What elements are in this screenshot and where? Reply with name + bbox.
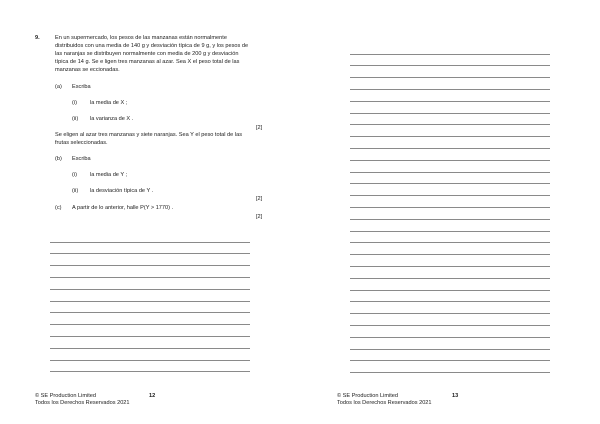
answer-line	[350, 325, 550, 326]
answer-line	[350, 254, 550, 255]
part-b-i-num: (i)	[72, 172, 77, 178]
answer-line	[50, 253, 250, 254]
mid-text-line-2: frutas seleccionadas.	[55, 140, 108, 146]
footer-rights: Todos los Derechos Reservados 2021	[337, 400, 432, 406]
part-a-i-text: la media de X ;	[90, 100, 128, 106]
answer-line	[350, 195, 550, 196]
answer-line	[50, 371, 250, 372]
intro-line-1: En un supermercado, los pesos de las manzanas están normalmente	[55, 35, 227, 41]
answer-line	[350, 160, 550, 161]
part-b-i-text: la media de Y ;	[90, 172, 128, 178]
mid-text-line-1: Se eligen al azar tres manzanas y siete naranjas. Sea Y el peso total de las	[55, 132, 242, 138]
answer-line	[350, 231, 550, 232]
answer-line	[350, 113, 550, 114]
answer-line	[50, 360, 250, 361]
part-c-label: (c)	[55, 205, 62, 211]
part-a-i-num: (i)	[72, 100, 77, 106]
answer-line	[50, 301, 250, 302]
answer-line	[350, 124, 550, 125]
part-a-ii-num: (ii)	[72, 116, 79, 122]
answer-line	[350, 148, 550, 149]
part-c-text: A partir de lo anterior, halle P(Y > 1770) .	[72, 205, 174, 211]
part-b-ii-num: (ii)	[72, 188, 79, 194]
part-b-label: (b)	[55, 156, 62, 162]
part-a-verb: Escriba	[72, 84, 91, 90]
answer-line	[50, 348, 250, 349]
answer-line	[350, 337, 550, 338]
answer-line	[350, 77, 550, 78]
answer-line	[350, 360, 550, 361]
part-b-marks: [2]	[256, 196, 263, 202]
answer-line	[50, 336, 250, 337]
answer-line	[50, 265, 250, 266]
part-b-verb: Escriba	[72, 156, 91, 162]
question-number: 9.	[35, 35, 40, 41]
intro-line-4: típica de 14 g. Se e ligen tres manzanas al azar. Sea X el peso total de las	[55, 59, 240, 65]
page-13	[300, 0, 600, 424]
page-number: 13	[452, 393, 459, 399]
answer-line	[350, 54, 550, 55]
answer-line	[350, 372, 550, 373]
answer-line	[350, 313, 550, 314]
intro-line-5: manzanas se eccionadas.	[55, 67, 120, 73]
part-c-marks: [2]	[256, 214, 263, 220]
answer-line	[350, 183, 550, 184]
intro-line-3: las naranjas se distribuyen normalmente con media de 200 g y desviación	[55, 51, 239, 57]
part-b-ii-text: la desviación típica de Y .	[90, 188, 154, 194]
answer-line	[50, 324, 250, 325]
answer-line	[50, 289, 250, 290]
intro-line-2: distribuidos con una media de 140 g y desviación típica de 9 g, y los pesos de	[55, 43, 249, 49]
answer-line	[350, 136, 550, 137]
footer-rights: Todos los Derechos Reservados 2021	[35, 400, 130, 406]
part-a-marks: [2]	[256, 125, 263, 131]
answer-line	[350, 278, 550, 279]
answer-line	[350, 172, 550, 173]
answer-line	[50, 312, 250, 313]
answer-line	[350, 290, 550, 291]
answer-line	[350, 207, 550, 208]
answer-line	[50, 242, 250, 243]
answer-line	[50, 277, 250, 278]
answer-line	[350, 89, 550, 90]
answer-line	[350, 266, 550, 267]
answer-line	[350, 65, 550, 66]
footer-copyright: © SE Production Limited	[35, 393, 97, 399]
answer-line	[350, 101, 550, 102]
answer-line	[350, 219, 550, 220]
footer-copyright: © SE Production Limited	[337, 393, 399, 399]
part-a-ii-text: la varianza de X .	[90, 116, 134, 122]
answer-line	[350, 301, 550, 302]
part-a-label: (a)	[55, 84, 62, 90]
answer-line	[350, 349, 550, 350]
page-number: 12	[149, 393, 156, 399]
answer-line	[350, 242, 550, 243]
